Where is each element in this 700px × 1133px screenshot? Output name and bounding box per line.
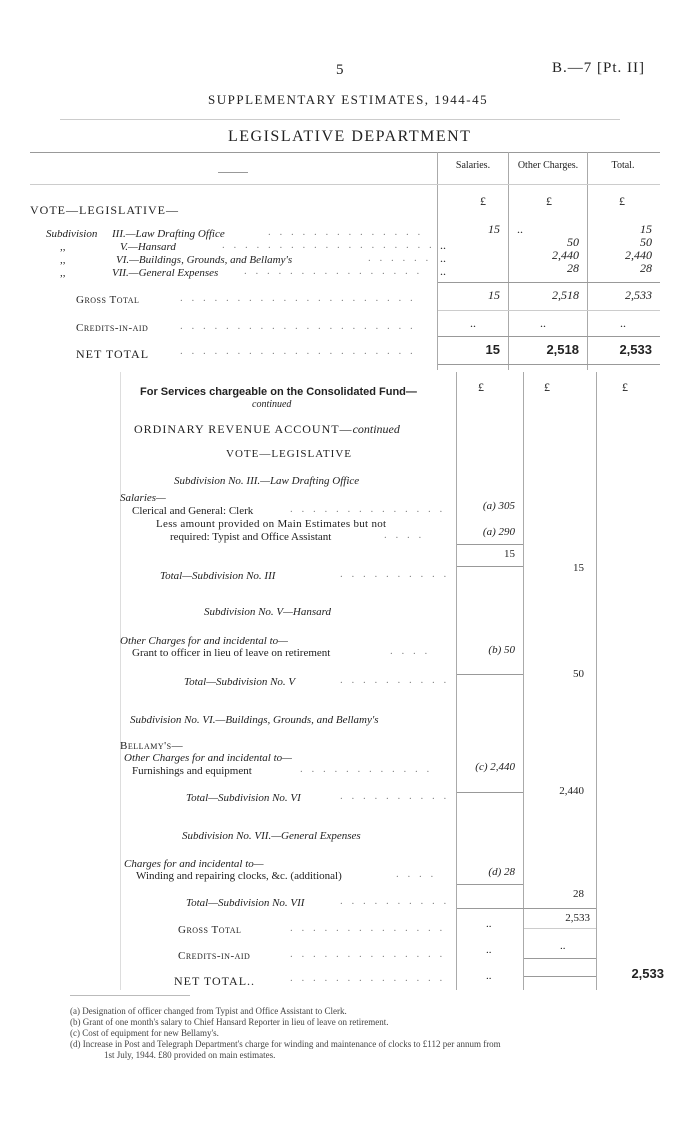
detail-gross-label: Gross Total xyxy=(178,924,242,936)
sub3-net-rule xyxy=(457,544,523,545)
vote-title: VOTE—LEGISLATIVE— xyxy=(30,203,179,217)
sub3-line2-amount: (a) 290 xyxy=(482,526,515,538)
subdivision-prefix: ,, xyxy=(60,254,66,266)
account-title: ORDINARY REVENUE ACCOUNT— xyxy=(134,422,353,436)
sub7-line1-amount: (d) 28 xyxy=(488,866,515,878)
detail-credits: .. xyxy=(560,940,566,952)
sub6-line1-amount: (c) 2,440 xyxy=(475,761,515,773)
leader-dots: . . . . xyxy=(384,529,425,541)
leader-dots: . . . . . . . . . . xyxy=(340,895,450,907)
detail-currency-total: £ xyxy=(622,380,628,394)
sub5-group: Other Charges for and incidental to— xyxy=(120,635,288,647)
leader-dots: . . . . xyxy=(390,645,431,657)
sub7-group: Charges for and incidental to— xyxy=(124,858,264,870)
detail-currency-other: £ xyxy=(544,380,550,394)
gross-total-label: Gross Total xyxy=(76,294,140,306)
net-total-label: NET TOTAL xyxy=(76,347,150,361)
detail-vote-title: VOTE—LEGISLATIVE xyxy=(226,448,352,460)
detail-col-divider-1 xyxy=(456,372,457,990)
subdivision-prefix: Subdivision xyxy=(46,228,98,240)
salaries-value: .. xyxy=(440,238,446,252)
department-title: LEGISLATIVE DEPARTMENT xyxy=(228,128,472,145)
sub6-group: Other Charges for and incidental to— xyxy=(124,752,292,764)
salaries-value: 15 xyxy=(488,222,500,236)
detail-left-rule xyxy=(120,372,121,990)
currency-salaries: £ xyxy=(480,194,486,208)
footnote: (a) Designation of officer changed from Typist and Office Assistant to Clerk. xyxy=(70,1006,347,1016)
sub7-total: 28 xyxy=(573,888,584,900)
sub3-group: Salaries— xyxy=(120,492,166,504)
sub3-title: Subdivision No. III.—Law Drafting Office xyxy=(174,475,360,487)
leader-dots: . . . . . . . . . . . . xyxy=(300,763,433,775)
sub5-total-rule xyxy=(457,674,523,675)
detail-gross-salaries: .. xyxy=(486,918,492,930)
sub6-group0: Bellamy's— xyxy=(120,740,184,752)
detail-col-divider-3 xyxy=(596,372,597,990)
leader-dots: . . . . . . . . . . . . . . xyxy=(290,503,446,515)
leader-dots: . . . . . . . . . . . . . . xyxy=(290,972,446,984)
net-salaries: 15 xyxy=(485,342,500,357)
sub3-net: 15 xyxy=(504,548,515,560)
footnote: (d) Increase in Post and Telegraph Department's charge for winding and maintenance of clocks to £112 per annum from xyxy=(70,1039,501,1049)
page-reference: B.—7 [Pt. II] xyxy=(552,60,645,76)
sub3-line2a: Less amount provided on Main Estimates but not xyxy=(156,518,387,530)
subdivision-name: VII.—General Expenses xyxy=(112,267,219,279)
net-other: 2,518 xyxy=(546,342,579,357)
leader-dots: . . . . xyxy=(396,868,437,880)
account-continued: continued xyxy=(352,422,400,436)
sub3-total-rule xyxy=(457,566,523,567)
consolidated-fund-heading: For Services chargeable on the Consolidated Fund— xyxy=(140,386,417,398)
subtotal-rule xyxy=(438,282,660,283)
sub3-line2b: required: Typist and Office Assistant xyxy=(170,531,332,543)
sub5-total: 50 xyxy=(573,668,584,680)
credits-salaries: .. xyxy=(470,316,476,330)
sub6-total: 2,440 xyxy=(559,785,584,797)
footnote-rule xyxy=(70,995,190,996)
detail-net-label: NET TOTAL.. xyxy=(174,974,256,988)
leader-dots: . . . . . . xyxy=(368,252,432,264)
leader-dots: . . . . . . . . . . xyxy=(340,568,450,580)
leader-dots: . . . . . . . . . . . . . . . . . . . . . xyxy=(180,320,416,332)
detail-currency-salaries: £ xyxy=(478,380,484,394)
leader-dots: . . . . . . . . . . . . . . . . xyxy=(244,265,423,277)
header-short-rule xyxy=(218,172,248,173)
sub6-title: Subdivision No. VI.—Buildings, Grounds, and Bellamy's xyxy=(130,714,379,726)
leader-dots: . . . . . . . . . . . . . . xyxy=(290,948,446,960)
currency-total: £ xyxy=(619,194,625,208)
col-header-rule xyxy=(30,184,660,185)
col-header-salaries: Salaries. xyxy=(455,160,491,171)
sub7-total-label: Total—Subdivision No. VII xyxy=(186,897,305,909)
sub6-total-label: Total—Subdivision No. VI xyxy=(186,792,301,804)
detail-net-salaries: .. xyxy=(486,970,492,982)
subdivision-name: III.—Law Drafting Office xyxy=(112,228,225,240)
total-value: 28 xyxy=(640,261,652,275)
detail-gross: 2,533 xyxy=(565,912,590,924)
detail-net: 2,533 xyxy=(631,966,664,981)
other-value: 28 xyxy=(567,261,579,275)
gross-salaries: 15 xyxy=(488,288,500,302)
sub7-title: Subdivision No. VII.—General Expenses xyxy=(182,830,361,842)
subdivision-name: V.—Hansard xyxy=(120,241,176,253)
gross-other: 2,518 xyxy=(552,288,579,302)
total-value: 2,440 xyxy=(625,248,652,262)
credits-label: Credits-in-aid xyxy=(76,322,149,334)
other-value: 2,440 xyxy=(552,248,579,262)
other-value: 50 xyxy=(567,235,579,249)
subdivision-prefix: ,, xyxy=(60,267,66,279)
subtotal-rule xyxy=(438,310,660,311)
other-value: .. xyxy=(517,222,523,236)
salaries-value: .. xyxy=(440,251,446,265)
sub5-title: Subdivision No. V—Hansard xyxy=(204,606,332,618)
page-number: 5 xyxy=(336,62,344,78)
subdivision-name: VI.—Buildings, Grounds, and Bellamy's xyxy=(116,254,293,266)
running-title: SUPPLEMENTARY ESTIMATES, 1944-45 xyxy=(208,92,489,107)
detail-gross-rule xyxy=(524,928,596,929)
account-heading xyxy=(134,422,400,437)
sub7-total-rule xyxy=(457,908,596,909)
sub5-total-label: Total—Subdivision No. V xyxy=(184,676,296,688)
net-rule xyxy=(438,336,660,337)
sub7-pre-rule xyxy=(457,884,523,885)
gross-total: 2,533 xyxy=(625,288,652,302)
net-total: 2,533 xyxy=(619,342,652,357)
col-header-total: Total. xyxy=(611,160,635,171)
detail-net-rule xyxy=(524,958,596,959)
leader-dots: . . . . . . . . . . . . . . xyxy=(268,226,424,238)
salaries-value: .. xyxy=(440,264,446,278)
sub6-line1: Furnishings and equipment xyxy=(132,765,252,777)
header-rule xyxy=(60,119,620,120)
sub3-total: 15 xyxy=(573,562,584,574)
leader-dots: . . . . . . . . . . . . . . . . . . . . . xyxy=(180,345,416,357)
leader-dots: . . . . . . . . . . xyxy=(340,790,450,802)
sub5-line1: Grant to officer in lieu of leave on retirement xyxy=(132,647,331,659)
detail-net-rule-2 xyxy=(524,976,596,977)
credits-other: .. xyxy=(540,316,546,330)
footnote: 1st July, 1944. £80 provided on main estimates. xyxy=(104,1050,276,1060)
net-bottom-rule xyxy=(438,364,660,365)
detail-credits-salaries: .. xyxy=(486,944,492,956)
sub6-total-rule xyxy=(457,792,523,793)
leader-dots: . . . . . . . . . . . . . . xyxy=(290,922,446,934)
subdivision-prefix: ,, xyxy=(60,241,66,253)
table-top-rule xyxy=(30,152,660,153)
leader-dots: . . . . . . . . . . xyxy=(340,674,450,686)
currency-other: £ xyxy=(546,194,552,208)
footnote: (b) Grant of one month's salary to Chief Hansard Reporter in lieu of leave on retirement. xyxy=(70,1017,389,1027)
credits-total: .. xyxy=(620,316,626,330)
sub3-total-label: Total—Subdivision No. III xyxy=(160,570,276,582)
detail-credits-label: Credits-in-aid xyxy=(178,950,251,962)
footnote: (c) Cost of equipment for new Bellamy's. xyxy=(70,1028,219,1038)
leader-dots: . . . . . . . . . . . . . . . . . . . . . xyxy=(180,292,416,304)
sub5-line1-amount: (b) 50 xyxy=(488,644,515,656)
leader-dots: . . . . . . . . . . . . . . . . . . . xyxy=(222,239,435,251)
sub3-line1-amount: (a) 305 xyxy=(482,500,515,512)
col-header-other: Other Charges. xyxy=(517,160,579,171)
sub7-line1: Winding and repairing clocks, &c. (additional) xyxy=(136,870,342,882)
total-value: 15 xyxy=(640,222,652,236)
total-value: 50 xyxy=(640,235,652,249)
sub3-line1: Clerical and General: Clerk xyxy=(132,505,254,517)
consolidated-fund-continued: continued xyxy=(252,399,292,410)
